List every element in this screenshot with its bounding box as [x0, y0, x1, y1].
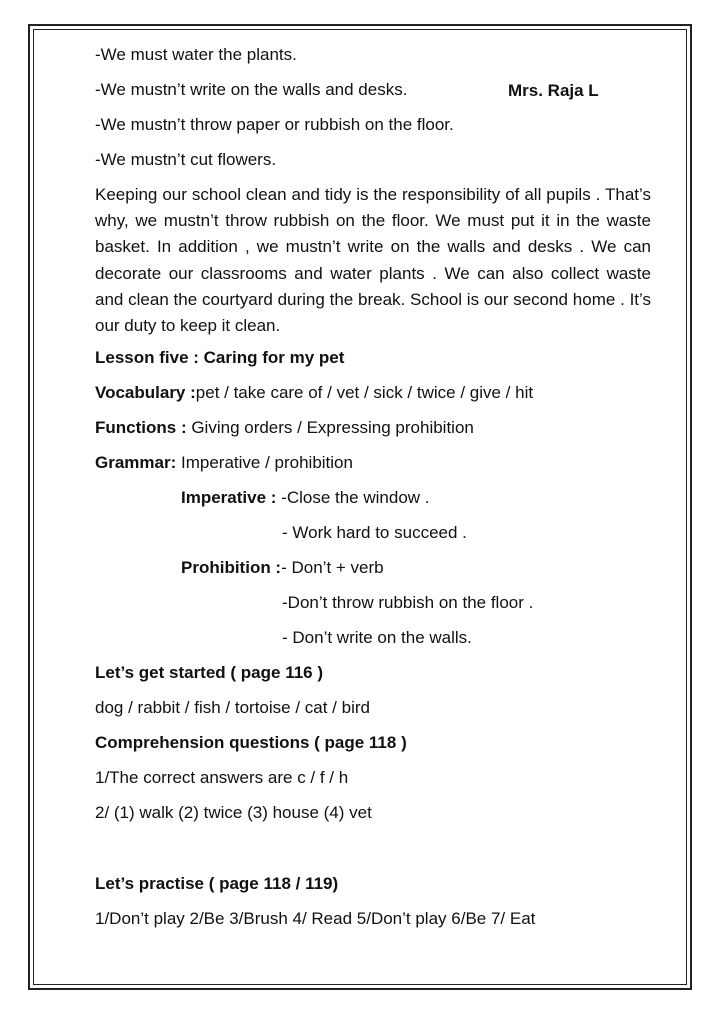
- vocabulary-label: Vocabulary :: [95, 383, 196, 402]
- grammar-text: Imperative / prohibition: [176, 453, 353, 472]
- comprehension-answer-2: 2/ (1) walk (2) twice (3) house (4) vet: [95, 803, 372, 822]
- rule-line-1: -We must water the plants.: [95, 45, 297, 64]
- functions-line: [95, 415, 474, 441]
- imperative-example-2: - Work hard to succeed .: [282, 523, 467, 542]
- started-heading: Let’s get started ( page 116 ): [95, 663, 323, 682]
- vocabulary-text: pet / take care of / vet / sick / twice / give / hit: [195, 383, 534, 402]
- lesson-title: Lesson five : Caring for my pet: [95, 348, 345, 367]
- prohibition-example-1: - Don’t + verb: [281, 558, 384, 577]
- vocabulary-line: [95, 380, 533, 406]
- functions-text: Giving orders / Expressing prohibition: [186, 418, 474, 437]
- functions-label: Functions :: [95, 418, 187, 437]
- prohibition-example-2: -Don’t throw rubbish on the floor .: [282, 593, 534, 612]
- imperative-line: [181, 485, 430, 511]
- author-signature: Mrs. Raja L: [508, 81, 599, 100]
- prohibition-label: Prohibition :: [181, 558, 282, 577]
- rule-line-4: -We mustn’t cut flowers.: [95, 150, 277, 169]
- rule-line-3: -We mustn’t throw paper or rubbish on the floor.: [95, 115, 454, 134]
- imperative-label: Imperative :: [181, 488, 277, 507]
- comprehension-answer-1: 1/The correct answers are c / f / h: [95, 768, 349, 787]
- comprehension-heading: Comprehension questions ( page 118 ): [95, 733, 407, 752]
- prohibition-example-3: - Don’t write on the walls.: [282, 628, 472, 647]
- prohibition-line: [181, 555, 384, 581]
- practise-answers: 1/Don’t play 2/Be 3/Brush 4/ Read 5/Don’t play 6/Be 7/ Eat: [95, 909, 536, 928]
- school-paragraph: Keeping our school clean and tidy is the responsibility of all pupils . That’s why, we mustn’t throw rubbish on the floor. We must put it in the waste basket. In addition , we mustn’t write on the walls and desks . We can decorate our classrooms and water plants . We can also collect waste and clean the courtyard during the break. School is our second home . It’s our duty to keep it clean.: [95, 185, 651, 336]
- practise-heading: Let’s practise ( page 118 / 119): [95, 874, 339, 893]
- grammar-label: Grammar:: [95, 453, 177, 472]
- rule-line-2: -We mustn’t write on the walls and desks.: [95, 80, 408, 99]
- started-answers: dog / rabbit / fish / tortoise / cat / bird: [95, 698, 370, 717]
- grammar-line: [95, 450, 353, 476]
- imperative-example-1: -Close the window .: [276, 488, 430, 507]
